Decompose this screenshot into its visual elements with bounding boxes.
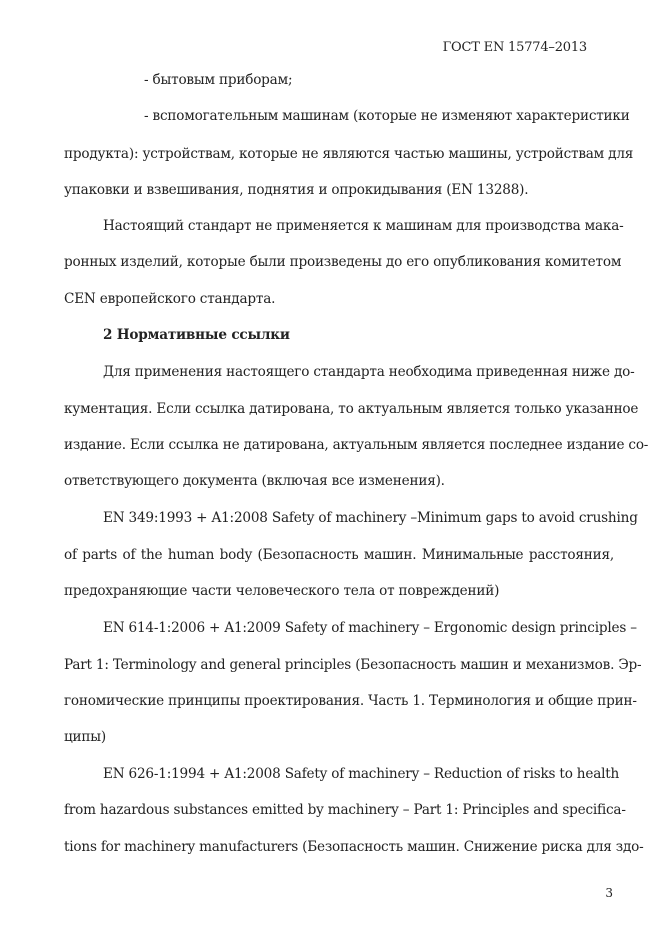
reference-line: of parts of the human body (Безопасность машин. Минимальные расстояния, (64, 547, 614, 563)
section-heading: 2 Нормативные ссылки (103, 327, 290, 343)
text-line: кументация. Если ссылка датирована, то актуальным является только указанное (64, 401, 639, 417)
reference-line: from hazardous substances emitted by machinery – Part 1: Principles and specifica- (64, 802, 626, 818)
reference-line: предохраняющие части человеческого тела от повреждений) (64, 583, 500, 599)
reference-line: EN 349:1993 + A1:2008 Safety of machinery –Minimum gaps to avoid crushing (103, 510, 638, 526)
reference-line: Part 1: Terminology and general principles (Безопасность машин и механизмов. Эр- (64, 657, 642, 673)
text-line: - бытовым приборам; (144, 72, 293, 88)
reference-line: гономические принципы проектирования. Часть 1. Терминология и общие прин- (64, 693, 637, 709)
text-line: упаковки и взвешивания, поднятия и опрокидывания (EN 13288). (64, 182, 529, 198)
text-line: издание. Если ссылка не датирована, актуальным является последнее издание со- (64, 437, 649, 453)
text-line: ответствующего документа (включая все изменения). (64, 473, 445, 489)
reference-line: EN 614-1:2006 + A1:2009 Safety of machinery – Ergonomic design principles – (103, 620, 637, 636)
document-header: ГОСТ EN 15774–2013 (442, 40, 587, 55)
reference-line: ципы) (64, 729, 106, 745)
text-line: продукта): устройствам, которые не являются частью машины, устройствам для (64, 146, 634, 162)
reference-line: tions for machinery manufacturers (Безопасность машин. Снижение риска для здо- (64, 839, 644, 855)
text-line: ронных изделий, которые были произведены до его опубликования комитетом (64, 254, 622, 270)
text-line: Настоящий стандарт не применяется к машинам для производства мака- (103, 218, 624, 234)
reference-line: EN 626-1:1994 + A1:2008 Safety of machinery – Reduction of risks to health (103, 766, 620, 782)
text-line: Для применения настоящего стандарта необходима приведенная ниже до- (103, 364, 635, 380)
page-number: 3 (605, 886, 613, 900)
text-line: CEN европейского стандарта. (64, 291, 276, 307)
text-line: - вспомогательным машинам (которые не изменяют характеристики (144, 108, 630, 124)
